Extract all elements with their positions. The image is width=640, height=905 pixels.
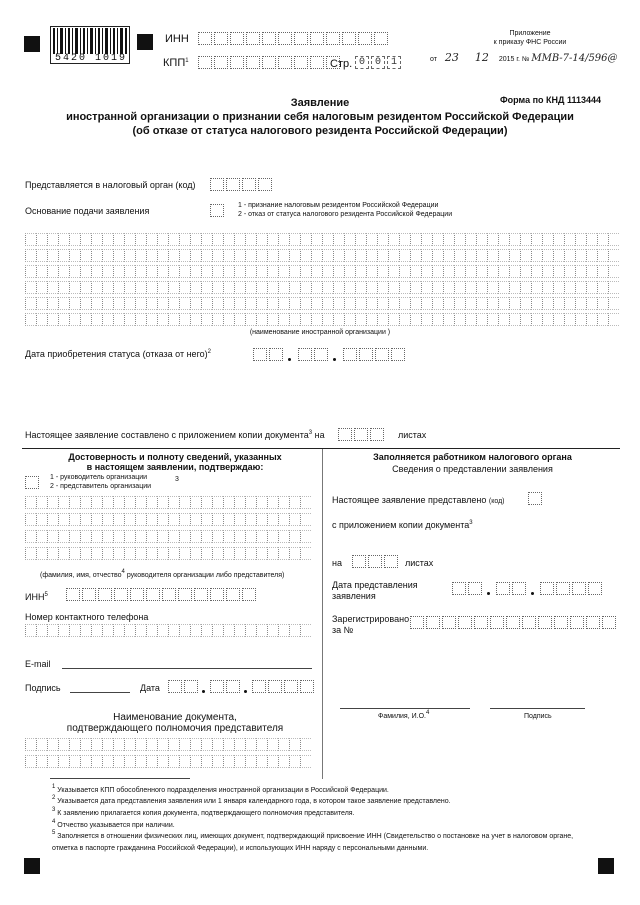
grid-row[interactable] (25, 755, 311, 768)
tax-authority-label: Представляется в налоговый орган (код) (25, 180, 196, 190)
date-separator (487, 592, 490, 595)
grid-row[interactable] (25, 738, 311, 751)
role-option-1: 1 - руководитель организации (50, 474, 148, 481)
tax-authority-cells[interactable] (210, 178, 274, 191)
staff-fio-caption: Фамилия, И.О.$^4$ (378, 710, 430, 720)
status-date-year[interactable] (343, 348, 407, 361)
right-sheets-cells[interactable] (352, 555, 400, 568)
footnote-text: отметка в паспорте гражданина Российской Федерации), и использующих ИНН наряду с персональными данными. (52, 845, 429, 852)
left-date-month[interactable] (210, 680, 242, 693)
footnote-number: 2 (52, 795, 56, 801)
left-date-day[interactable] (168, 680, 200, 693)
email-line[interactable] (62, 668, 312, 669)
grid-row[interactable] (25, 233, 619, 246)
sign-label: Подпись (25, 683, 61, 693)
right-sheets-label: листах (405, 558, 434, 568)
page-number-cells[interactable]: 0 0 1 (355, 56, 403, 69)
grid-row[interactable] (25, 265, 619, 278)
barcode-bars-icon (51, 28, 129, 54)
order-month: 12 (474, 51, 489, 64)
status-date-label: Дата приобретения статуса (отказа от него)$^2$ (25, 349, 211, 359)
left-date-label: Дата (140, 683, 160, 693)
sign-line[interactable] (70, 692, 130, 693)
left-heading-1: Достоверность и полноту сведений, указанных (68, 452, 282, 462)
registered-number-cells[interactable] (410, 616, 618, 629)
submitted-code-cell[interactable] (528, 492, 544, 505)
right-on-label: на (332, 558, 342, 568)
doc-heading-2: подтверждающего полномочия представителя (66, 723, 284, 734)
footnote-text: Отчество указывается при наличии. (55, 822, 175, 829)
basis-option-1: 1 - признание налоговым резидентом Российской Федерации (238, 202, 439, 209)
appendix-line2: к приказу ФНС России (493, 39, 567, 46)
barcode-number: 5420 1019 (55, 53, 128, 64)
footnote-number: 5 (52, 830, 56, 836)
org-name-caption: (наименование иностранной организации ) (249, 329, 391, 336)
registered-label-1: Зарегистрировано (332, 614, 410, 624)
doc-heading-1: Наименование документа, (113, 712, 237, 723)
inn-label: ИНН (165, 33, 189, 45)
phone-label: Номер контактного телефона (25, 612, 149, 622)
submission-date-month[interactable] (496, 582, 528, 595)
staff-fio-line[interactable] (340, 708, 470, 709)
column-divider (322, 449, 323, 779)
title-line1: Заявление (290, 97, 350, 109)
grid-row[interactable] (25, 313, 619, 326)
basis-label: Основание подачи заявления (25, 206, 150, 216)
grid-row[interactable] (25, 297, 619, 310)
corner-marker-top-mid (137, 34, 153, 50)
status-date-day[interactable] (253, 348, 285, 361)
footnote-number: 4 (52, 819, 56, 825)
kpp-label: КПП$^1$ (163, 57, 189, 69)
footnote-item (52, 807, 612, 817)
inn-cells[interactable] (198, 32, 390, 45)
corner-marker-top-left (24, 36, 40, 52)
copies-label: Настоящее заявление составлено с приложением копии документа$^3$ на (25, 430, 325, 440)
staff-sign-line[interactable] (490, 708, 585, 709)
order-day: 23 (444, 51, 459, 64)
right-heading: Заполняется работником налогового органа (373, 452, 572, 462)
date-separator (288, 358, 291, 361)
copies-sheets-cells[interactable] (338, 428, 386, 441)
kpp-cells[interactable] (198, 56, 342, 69)
role-cell[interactable] (25, 476, 41, 489)
fio-caption: (фамилия, имя, отчество$^4$ руководителя организации либо представителя) (40, 569, 285, 579)
page-label: Стр. (330, 58, 353, 70)
left-inn-label: ИНН$^5$ (25, 592, 48, 602)
date-separator (244, 690, 247, 693)
corner-marker-bottom-left (24, 858, 40, 874)
footnote-number: 1 (52, 784, 56, 790)
date-separator (333, 358, 336, 361)
footnote-text: Указывается дата представления заявления или 1 января календарного года, в котором такое заявление представлено. (55, 798, 451, 805)
date-separator (531, 592, 534, 595)
footnotes-divider (50, 778, 190, 779)
right-copies-label: с приложением копии документа$^3$ (332, 520, 473, 530)
submission-date-day[interactable] (452, 582, 484, 595)
footnote-text: К заявлению прилагается копия документа, подтверждающего полномочия представителя. (55, 810, 355, 817)
grid-row[interactable] (25, 249, 619, 262)
footnote-text: Заполняется в отношении физических лиц, имеющих документ, подтверждающий присвоение ИНН (Свидетельство о постановке на учет в налоговом органе, (55, 833, 574, 840)
footnote-text: Указывается КПП обособленного подразделения иностранной организации в Российской Федерации. (55, 787, 389, 794)
status-date-month[interactable] (298, 348, 330, 361)
grid-row[interactable] (25, 281, 619, 294)
footnote-item (52, 845, 612, 852)
grid-row[interactable] (25, 624, 311, 637)
grid-row[interactable] (25, 547, 311, 560)
email-label: E-mail (25, 659, 51, 669)
staff-sign-caption: Подпись (524, 713, 552, 720)
role-option-2: 2 - представитель организации (50, 483, 152, 490)
basis-option-2: 2 - отказ от статуса налогового резидента Российской Федерации (238, 211, 453, 218)
submission-date-label-2: заявления (332, 591, 376, 601)
order-reference: от 23 12 2015 г. № ММВ-7-14/596@ (430, 51, 618, 64)
footnote-item (52, 795, 612, 805)
role-footnote-ref: 3 (175, 476, 179, 483)
registered-label-2: за № (332, 625, 354, 635)
appendix-line1: Приложение (509, 30, 551, 37)
submission-date-year[interactable] (540, 582, 604, 595)
left-inn-cells[interactable] (66, 588, 258, 601)
footnote-item (52, 819, 612, 829)
date-separator (202, 690, 205, 693)
footnote-item (52, 830, 612, 840)
grid-row[interactable] (25, 513, 311, 526)
left-date-year[interactable] (252, 680, 316, 693)
order-number: ММВ-7-14/596@ (531, 53, 618, 64)
barcode (50, 26, 130, 64)
left-heading-2: в настоящем заявлении, подтверждаю: (86, 462, 264, 472)
grid-row[interactable] (25, 530, 311, 543)
title-line3: (об отказе от статуса налогового резидента Российской Федерации) (132, 125, 508, 137)
title-line2: иностранной организации о признании себя налоговым резидентом Российской Федерации (66, 111, 574, 123)
right-subheading: Сведения о представлении заявления (392, 464, 553, 474)
submission-date-label-1: Дата представления (332, 580, 418, 590)
footnote-item (52, 784, 612, 794)
basis-cell[interactable] (210, 204, 226, 217)
form-code: Форма по КНД 1113444 (500, 95, 601, 105)
copies-sheets-label: листах (398, 430, 427, 440)
grid-row[interactable] (25, 496, 311, 509)
submitted-label: Настоящее заявление представлено (код) (332, 495, 505, 505)
section-divider (22, 448, 620, 449)
corner-marker-bottom-right (598, 858, 614, 874)
footnote-number: 3 (52, 807, 56, 813)
